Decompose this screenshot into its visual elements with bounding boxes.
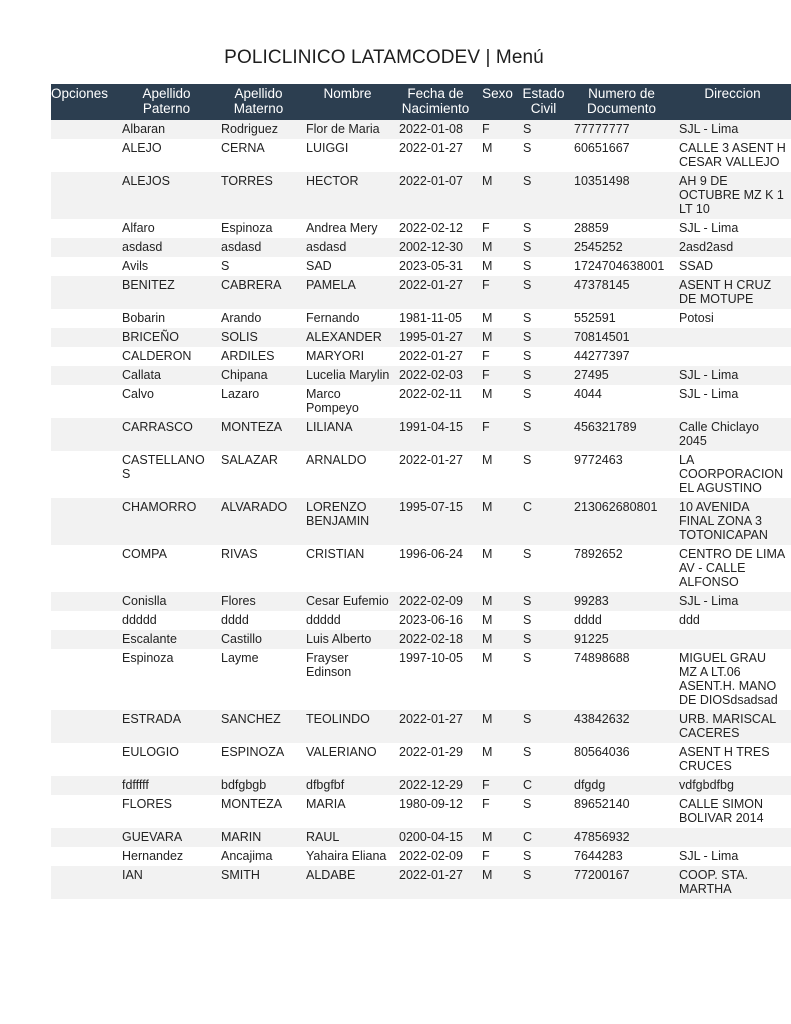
options-cell[interactable] xyxy=(51,328,117,347)
apellido-paterno-cell: IAN xyxy=(117,866,216,899)
direccion-cell: 10 AVENIDA FINAL ZONA 3 TOTONICAPAN xyxy=(674,498,791,545)
sexo-cell: F xyxy=(477,347,518,366)
sexo-cell: F xyxy=(477,795,518,828)
numero-documento-cell: dfgdg xyxy=(569,776,674,795)
apellido-paterno-cell: fdfffff xyxy=(117,776,216,795)
apellido-paterno-cell: CHAMORRO xyxy=(117,498,216,545)
apellido-materno-cell: Espinoza xyxy=(216,219,301,238)
table-row[interactable] xyxy=(51,710,791,743)
sexo-cell: M xyxy=(477,649,518,710)
direccion-cell: CENTRO DE LIMA AV - CALLE ALFONSO xyxy=(674,545,791,592)
options-cell[interactable] xyxy=(51,828,117,847)
numero-documento-cell: 44277397 xyxy=(569,347,674,366)
fecha-nacimiento-cell: 1997-10-05 xyxy=(394,649,477,710)
nombre-cell: MARIA xyxy=(301,795,394,828)
table-row[interactable] xyxy=(51,347,791,366)
apellido-paterno-cell: BRICEÑO xyxy=(117,328,216,347)
estado-civil-cell: S xyxy=(518,847,569,866)
fecha-nacimiento-cell: 2022-01-27 xyxy=(394,710,477,743)
apellido-materno-cell: MONTEZA xyxy=(216,795,301,828)
apellido-materno-cell: Rodriguez xyxy=(216,120,301,139)
sexo-cell: M xyxy=(477,385,518,418)
estado-civil-cell: S xyxy=(518,592,569,611)
options-cell[interactable] xyxy=(51,219,117,238)
numero-documento-cell: 47378145 xyxy=(569,276,674,309)
nombre-cell: Fernando xyxy=(301,309,394,328)
sexo-cell: M xyxy=(477,743,518,776)
nombre-cell: LUIGGI xyxy=(301,139,394,172)
page-title: POLICLINICO LATAMCODEV | Menú xyxy=(224,47,544,68)
sexo-cell: F xyxy=(477,219,518,238)
estado-civil-cell: S xyxy=(518,710,569,743)
estado-civil-cell: S xyxy=(518,139,569,172)
nombre-cell: Frayser Edinson xyxy=(301,649,394,710)
options-cell[interactable] xyxy=(51,743,117,776)
numero-documento-cell: 28859 xyxy=(569,219,674,238)
apellido-materno-cell: ALVARADO xyxy=(216,498,301,545)
nombre-cell: LORENZO BENJAMIN xyxy=(301,498,394,545)
table-row[interactable] xyxy=(51,120,791,139)
direccion-cell: CALLE 3 ASENT H CESAR VALLEJO xyxy=(674,139,791,172)
fecha-nacimiento-cell: 1995-07-15 xyxy=(394,498,477,545)
table-row[interactable] xyxy=(51,257,791,276)
sexo-cell: F xyxy=(477,847,518,866)
nombre-cell: asdasd xyxy=(301,238,394,257)
options-cell[interactable] xyxy=(51,611,117,630)
estado-civil-cell: S xyxy=(518,385,569,418)
options-cell[interactable] xyxy=(51,238,117,257)
direccion-cell: AH 9 DE OCTUBRE MZ K 1 LT 10 xyxy=(674,172,791,219)
nombre-cell: VALERIANO xyxy=(301,743,394,776)
direccion-cell: SJL - Lima xyxy=(674,366,791,385)
sexo-cell: M xyxy=(477,828,518,847)
fecha-nacimiento-cell: 2022-01-08 xyxy=(394,120,477,139)
numero-documento-cell: 47856932 xyxy=(569,828,674,847)
sexo-cell: M xyxy=(477,592,518,611)
sexo-cell: F xyxy=(477,366,518,385)
sexo-cell: M xyxy=(477,545,518,592)
nombre-cell: dfbgfbf xyxy=(301,776,394,795)
estado-civil-cell: C xyxy=(518,828,569,847)
sexo-cell: M xyxy=(477,611,518,630)
nombre-cell: RAUL xyxy=(301,828,394,847)
fecha-nacimiento-cell: 0200-04-15 xyxy=(394,828,477,847)
nombre-cell: Flor de Maria xyxy=(301,120,394,139)
options-cell[interactable] xyxy=(51,847,117,866)
fecha-nacimiento-cell: 1991-04-15 xyxy=(394,418,477,451)
nombre-cell: Andrea Mery xyxy=(301,219,394,238)
apellido-materno-cell: MARIN xyxy=(216,828,301,847)
nombre-cell: TEOLINDO xyxy=(301,710,394,743)
table-row[interactable] xyxy=(51,328,791,347)
estado-civil-cell: C xyxy=(518,776,569,795)
numero-documento-cell: 10351498 xyxy=(569,172,674,219)
options-cell[interactable] xyxy=(51,366,117,385)
table-row[interactable] xyxy=(51,219,791,238)
numero-documento-cell: 213062680801 xyxy=(569,498,674,545)
options-cell[interactable] xyxy=(51,776,117,795)
apellido-materno-cell: Chipana xyxy=(216,366,301,385)
options-cell[interactable] xyxy=(51,545,117,592)
numero-documento-cell: 43842632 xyxy=(569,710,674,743)
estado-civil-cell: S xyxy=(518,172,569,219)
table-row[interactable] xyxy=(51,309,791,328)
nombre-cell: Lucelia Marylin xyxy=(301,366,394,385)
apellido-materno-cell: Ancajima xyxy=(216,847,301,866)
apellido-materno-cell: SALAZAR xyxy=(216,451,301,498)
estado-civil-cell: S xyxy=(518,418,569,451)
apellido-paterno-cell: Bobarin xyxy=(117,309,216,328)
direccion-cell: ASENT H CRUZ DE MOTUPE xyxy=(674,276,791,309)
sexo-cell: M xyxy=(477,309,518,328)
col-estado-civil-header[interactable]: Estado Civil xyxy=(518,84,569,120)
fecha-nacimiento-cell: 2022-02-03 xyxy=(394,366,477,385)
estado-civil-cell: C xyxy=(518,498,569,545)
fecha-nacimiento-cell: 2022-01-27 xyxy=(394,451,477,498)
apellido-materno-cell: SANCHEZ xyxy=(216,710,301,743)
apellido-materno-cell: CABRERA xyxy=(216,276,301,309)
sexo-cell: F xyxy=(477,418,518,451)
sexo-cell: M xyxy=(477,139,518,172)
direccion-cell: SJL - Lima xyxy=(674,219,791,238)
apellido-paterno-cell: Callata xyxy=(117,366,216,385)
table-row[interactable] xyxy=(51,795,791,828)
options-cell[interactable] xyxy=(51,710,117,743)
apellido-materno-cell: Castillo xyxy=(216,630,301,649)
apellido-materno-cell: SMITH xyxy=(216,866,301,899)
nombre-cell: ALEXANDER xyxy=(301,328,394,347)
direccion-cell: URB. MARISCAL CACERES xyxy=(674,710,791,743)
direccion-cell: 2asd2asd xyxy=(674,238,791,257)
table-row[interactable] xyxy=(51,743,791,776)
numero-documento-cell: 27495 xyxy=(569,366,674,385)
apellido-paterno-cell: ALEJOS xyxy=(117,172,216,219)
numero-documento-cell: 91225 xyxy=(569,630,674,649)
apellido-paterno-cell: FLORES xyxy=(117,795,216,828)
fecha-nacimiento-cell: 2022-12-29 xyxy=(394,776,477,795)
direccion-cell: SJL - Lima xyxy=(674,592,791,611)
sexo-cell: M xyxy=(477,451,518,498)
numero-documento-cell: 89652140 xyxy=(569,795,674,828)
numero-documento-cell: 4044 xyxy=(569,385,674,418)
col-direccion-header[interactable]: Direccion xyxy=(674,84,791,120)
col-sexo-header[interactable]: Sexo xyxy=(477,84,518,120)
numero-documento-cell: dddd xyxy=(569,611,674,630)
direccion-cell: SJL - Lima xyxy=(674,120,791,139)
table-header xyxy=(51,84,791,120)
direccion-cell: ASENT H TRES CRUCES xyxy=(674,743,791,776)
apellido-paterno-cell: ddddd xyxy=(117,611,216,630)
options-cell[interactable] xyxy=(51,172,117,219)
table-row[interactable] xyxy=(51,385,791,418)
table-row[interactable] xyxy=(51,366,791,385)
fecha-nacimiento-cell: 1981-11-05 xyxy=(394,309,477,328)
sexo-cell: F xyxy=(477,120,518,139)
estado-civil-cell: S xyxy=(518,219,569,238)
col-opciones-header[interactable]: Opciones xyxy=(51,84,117,120)
apellido-materno-cell: ARDILES xyxy=(216,347,301,366)
table-row[interactable] xyxy=(51,847,791,866)
options-cell[interactable] xyxy=(51,257,117,276)
apellido-materno-cell: bdfgbgb xyxy=(216,776,301,795)
nombre-cell: ALDABE xyxy=(301,866,394,899)
apellido-paterno-cell: Calvo xyxy=(117,385,216,418)
nombre-cell: Yahaira Eliana xyxy=(301,847,394,866)
direccion-cell: SJL - Lima xyxy=(674,385,791,418)
options-cell[interactable] xyxy=(51,139,117,172)
patients-table-container xyxy=(51,84,786,899)
numero-documento-cell: 1724704638001 xyxy=(569,257,674,276)
estado-civil-cell: S xyxy=(518,649,569,710)
numero-documento-cell: 70814501 xyxy=(569,328,674,347)
direccion-cell: COOP. STA. MARTHA xyxy=(674,866,791,899)
direccion-cell: Potosi xyxy=(674,309,791,328)
direccion-cell xyxy=(674,347,791,366)
direccion-cell: ddd xyxy=(674,611,791,630)
sexo-cell: M xyxy=(477,498,518,545)
options-cell[interactable] xyxy=(51,630,117,649)
table-row[interactable] xyxy=(51,592,791,611)
apellido-paterno-cell: Conislla xyxy=(117,592,216,611)
table-row[interactable] xyxy=(51,238,791,257)
sexo-cell: F xyxy=(477,276,518,309)
apellido-materno-cell: dddd xyxy=(216,611,301,630)
apellido-materno-cell: Arando xyxy=(216,309,301,328)
apellido-paterno-cell: CALDERON xyxy=(117,347,216,366)
estado-civil-cell: S xyxy=(518,328,569,347)
table-row[interactable] xyxy=(51,451,791,498)
options-cell[interactable] xyxy=(51,276,117,309)
apellido-materno-cell: RIVAS xyxy=(216,545,301,592)
fecha-nacimiento-cell: 2022-02-12 xyxy=(394,219,477,238)
nombre-cell: ARNALDO xyxy=(301,451,394,498)
apellido-materno-cell: MONTEZA xyxy=(216,418,301,451)
table-row[interactable] xyxy=(51,776,791,795)
sexo-cell: M xyxy=(477,328,518,347)
numero-documento-cell: 60651667 xyxy=(569,139,674,172)
options-cell[interactable] xyxy=(51,347,117,366)
apellido-paterno-cell: GUEVARA xyxy=(117,828,216,847)
apellido-materno-cell: CERNA xyxy=(216,139,301,172)
direccion-cell: MIGUEL GRAU MZ A LT.06 ASENT.H. MANO DE DIOSdsadsad xyxy=(674,649,791,710)
estado-civil-cell: S xyxy=(518,630,569,649)
options-cell[interactable] xyxy=(51,795,117,828)
nombre-cell: PAMELA xyxy=(301,276,394,309)
options-cell[interactable] xyxy=(51,592,117,611)
direccion-cell: LA COORPORACION EL AGUSTINO xyxy=(674,451,791,498)
col-apellido-materno-header[interactable]: Apellido Materno xyxy=(216,84,301,120)
estado-civil-cell: S xyxy=(518,451,569,498)
sexo-cell: M xyxy=(477,866,518,899)
table-row[interactable] xyxy=(51,866,791,899)
sexo-cell: M xyxy=(477,630,518,649)
sexo-cell: M xyxy=(477,172,518,219)
apellido-paterno-cell: Espinoza xyxy=(117,649,216,710)
fecha-nacimiento-cell: 2022-01-07 xyxy=(394,172,477,219)
apellido-materno-cell: Flores xyxy=(216,592,301,611)
fecha-nacimiento-cell: 1995-01-27 xyxy=(394,328,477,347)
direccion-cell xyxy=(674,630,791,649)
numero-documento-cell: 456321789 xyxy=(569,418,674,451)
direccion-cell: Calle Chiclayo 2045 xyxy=(674,418,791,451)
sexo-cell: F xyxy=(477,776,518,795)
nombre-cell: SAD xyxy=(301,257,394,276)
header-row xyxy=(51,84,791,120)
estado-civil-cell: S xyxy=(518,795,569,828)
apellido-paterno-cell: Albaran xyxy=(117,120,216,139)
fecha-nacimiento-cell: 2022-02-09 xyxy=(394,592,477,611)
nombre-cell: CRISTIAN xyxy=(301,545,394,592)
apellido-materno-cell: Layme xyxy=(216,649,301,710)
estado-civil-cell: S xyxy=(518,545,569,592)
fecha-nacimiento-cell: 2023-05-31 xyxy=(394,257,477,276)
estado-civil-cell: S xyxy=(518,276,569,309)
col-numero-documento-header[interactable]: Numero de Documento xyxy=(569,84,674,120)
apellido-paterno-cell: Avils xyxy=(117,257,216,276)
patients-table xyxy=(51,84,791,899)
table-row[interactable] xyxy=(51,630,791,649)
table-row[interactable] xyxy=(51,172,791,219)
estado-civil-cell: S xyxy=(518,238,569,257)
table-row[interactable] xyxy=(51,418,791,451)
options-cell[interactable] xyxy=(51,309,117,328)
apellido-materno-cell: TORRES xyxy=(216,172,301,219)
estado-civil-cell: S xyxy=(518,309,569,328)
apellido-materno-cell: asdasd xyxy=(216,238,301,257)
fecha-nacimiento-cell: 2022-01-27 xyxy=(394,866,477,899)
fecha-nacimiento-cell: 2022-01-29 xyxy=(394,743,477,776)
options-cell[interactable] xyxy=(51,498,117,545)
numero-documento-cell: 77777777 xyxy=(569,120,674,139)
options-cell[interactable] xyxy=(51,120,117,139)
col-fecha-nacimiento-header[interactable]: Fecha de Nacimiento xyxy=(394,84,477,120)
apellido-paterno-cell: EULOGIO xyxy=(117,743,216,776)
table-row[interactable] xyxy=(51,139,791,172)
table-row[interactable] xyxy=(51,611,791,630)
estado-civil-cell: S xyxy=(518,866,569,899)
numero-documento-cell: 74898688 xyxy=(569,649,674,710)
options-cell[interactable] xyxy=(51,451,117,498)
apellido-materno-cell: S xyxy=(216,257,301,276)
fecha-nacimiento-cell: 2023-06-16 xyxy=(394,611,477,630)
apellido-paterno-cell: COMPA xyxy=(117,545,216,592)
options-cell[interactable] xyxy=(51,649,117,710)
fecha-nacimiento-cell: 2022-01-27 xyxy=(394,276,477,309)
apellido-materno-cell: Lazaro xyxy=(216,385,301,418)
nombre-cell: Marco Pompeyo xyxy=(301,385,394,418)
table-row[interactable] xyxy=(51,545,791,592)
apellido-paterno-cell: CASTELLANOS xyxy=(117,451,216,498)
table-row[interactable] xyxy=(51,498,791,545)
apellido-paterno-cell: ESTRADA xyxy=(117,710,216,743)
sexo-cell: M xyxy=(477,257,518,276)
nombre-cell: HECTOR xyxy=(301,172,394,219)
fecha-nacimiento-cell: 2022-01-27 xyxy=(394,347,477,366)
apellido-paterno-cell: Hernandez xyxy=(117,847,216,866)
apellido-materno-cell: SOLIS xyxy=(216,328,301,347)
table-row[interactable] xyxy=(51,276,791,309)
apellido-paterno-cell: CARRASCO xyxy=(117,418,216,451)
numero-documento-cell: 80564036 xyxy=(569,743,674,776)
numero-documento-cell: 552591 xyxy=(569,309,674,328)
col-apellido-paterno-header[interactable]: Apellido Paterno xyxy=(117,84,216,120)
apellido-paterno-cell: Alfaro xyxy=(117,219,216,238)
numero-documento-cell: 7892652 xyxy=(569,545,674,592)
direccion-cell: vdfgbdfbg xyxy=(674,776,791,795)
table-row[interactable] xyxy=(51,828,791,847)
fecha-nacimiento-cell: 1996-06-24 xyxy=(394,545,477,592)
direccion-cell: SJL - Lima xyxy=(674,847,791,866)
apellido-paterno-cell: BENITEZ xyxy=(117,276,216,309)
apellido-paterno-cell: ALEJO xyxy=(117,139,216,172)
estado-civil-cell: S xyxy=(518,257,569,276)
options-cell[interactable] xyxy=(51,418,117,451)
numero-documento-cell: 99283 xyxy=(569,592,674,611)
nombre-cell: Luis Alberto xyxy=(301,630,394,649)
numero-documento-cell: 9772463 xyxy=(569,451,674,498)
fecha-nacimiento-cell: 2022-02-18 xyxy=(394,630,477,649)
estado-civil-cell: S xyxy=(518,120,569,139)
estado-civil-cell: S xyxy=(518,743,569,776)
fecha-nacimiento-cell: 2022-02-11 xyxy=(394,385,477,418)
estado-civil-cell: S xyxy=(518,347,569,366)
direccion-cell: SSAD xyxy=(674,257,791,276)
options-cell[interactable] xyxy=(51,866,117,899)
estado-civil-cell: S xyxy=(518,611,569,630)
apellido-paterno-cell: Escalante xyxy=(117,630,216,649)
estado-civil-cell: S xyxy=(518,366,569,385)
nombre-cell: LILIANA xyxy=(301,418,394,451)
fecha-nacimiento-cell: 2002-12-30 xyxy=(394,238,477,257)
numero-documento-cell: 7644283 xyxy=(569,847,674,866)
numero-documento-cell: 77200167 xyxy=(569,866,674,899)
direccion-cell xyxy=(674,828,791,847)
fecha-nacimiento-cell: 1980-09-12 xyxy=(394,795,477,828)
sexo-cell: M xyxy=(477,238,518,257)
apellido-materno-cell: ESPINOZA xyxy=(216,743,301,776)
fecha-nacimiento-cell: 2022-02-09 xyxy=(394,847,477,866)
sexo-cell: M xyxy=(477,710,518,743)
nombre-cell: Cesar Eufemio xyxy=(301,592,394,611)
nombre-cell: MARYORI xyxy=(301,347,394,366)
direccion-cell: CALLE SIMON BOLIVAR 2014 xyxy=(674,795,791,828)
fecha-nacimiento-cell: 2022-01-27 xyxy=(394,139,477,172)
apellido-paterno-cell: asdasd xyxy=(117,238,216,257)
nombre-cell: ddddd xyxy=(301,611,394,630)
table-row[interactable] xyxy=(51,649,791,710)
direccion-cell xyxy=(674,328,791,347)
numero-documento-cell: 2545252 xyxy=(569,238,674,257)
table-body xyxy=(51,120,791,899)
col-nombre-header[interactable]: Nombre xyxy=(301,84,394,120)
options-cell[interactable] xyxy=(51,385,117,418)
